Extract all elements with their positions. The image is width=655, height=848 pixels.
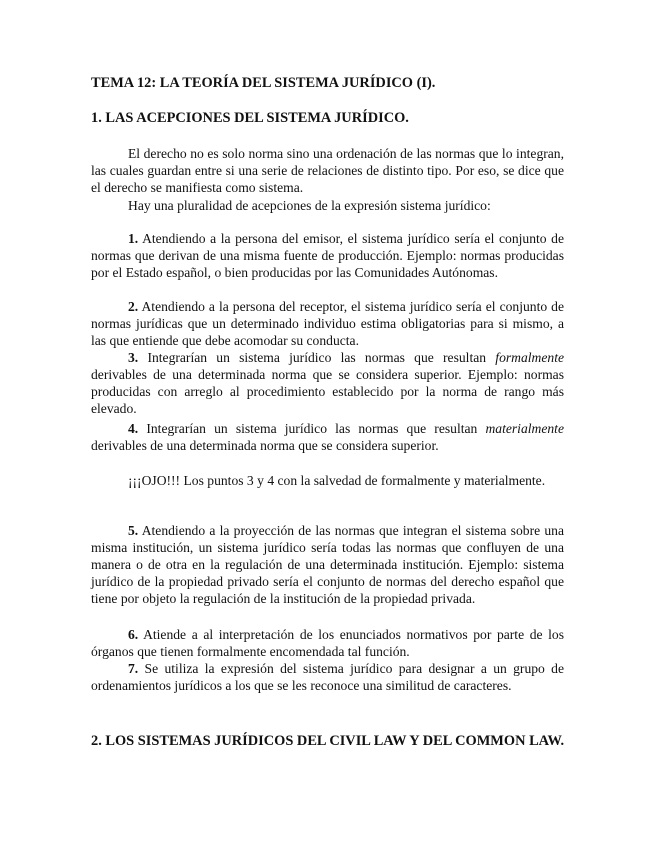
item-number: 1.: [128, 231, 139, 246]
item-text-continued: derivables de una determinada norma que se considera superior. Ejemplo: normas producidas con arreglo al procedimiento establecido por la norma de rango más elevado.: [91, 367, 564, 416]
item-emphasis: formalmente: [495, 350, 565, 365]
page-title: TEMA 12: LA TEORÍA DEL SISTEMA JURÍDICO (I).: [91, 75, 436, 91]
item-text: Se utiliza la expresión del sistema jurídico para designar a un grupo de ordenamientos jurídicos a los que se les reconoce una similitud de caracteres.: [91, 661, 564, 693]
item-number: 6.: [128, 627, 139, 642]
list-item-6: [91, 626, 564, 660]
note-paragraph: ¡¡¡OJO!!! Los puntos 3 y 4 con la salvedad de formalmente y materialmente.: [128, 473, 546, 488]
list-item-3: [91, 349, 564, 417]
item-emphasis: materialmente: [485, 421, 564, 436]
section-heading-2: 2. LOS SISTEMAS JURÍDICOS DEL CIVIL LAW Y DEL COMMON LAW.: [91, 733, 565, 749]
list-item-7: [91, 660, 564, 694]
section-heading-1: 1. LAS ACEPCIONES DEL SISTEMA JURÍDICO.: [91, 110, 409, 126]
item-number: 5.: [128, 523, 139, 538]
list-item-1: [91, 230, 564, 281]
item-text: Integrarían un sistema jurídico las normas que resultan: [147, 350, 487, 365]
item-text: Atendiendo a la persona del receptor, el sistema jurídico sería el conjunto de normas jurídicas que un determinado individuo estima obligatorias para si mismo, a las que entiende que debe acomodar su conducta.: [91, 299, 564, 348]
item-text-continued: derivables de una determinada norma que se considera superior.: [91, 438, 439, 453]
item-number: 4.: [128, 421, 139, 436]
list-item-4: [91, 420, 564, 454]
item-number: 3.: [128, 350, 139, 365]
list-item-5: [91, 522, 564, 607]
item-text: Integrarían un sistema jurídico las normas que resultan: [146, 421, 478, 436]
item-text: Atendiendo a la persona del emisor, el sistema jurídico sería el conjunto de normas que derivan de una misma fuente de producción. Ejemplo: normas producidas por el Estado español, o bien producidas por las Comunidades Autónomas.: [91, 231, 564, 280]
intro-paragraph-2: Hay una pluralidad de acepciones de la expresión sistema jurídico:: [128, 198, 491, 213]
intro-paragraph: El derecho no es solo norma sino una ordenación de las normas que lo integran, las cuales guardan entre si una serie de relaciones de distinto tipo. Por eso, se dice que el derecho se manifiesta como sistema.: [91, 146, 564, 195]
item-text: Atendiendo a la proyección de las normas que integran el sistema sobre una misma institución, un sistema jurídico sería todas las normas que confluyen de una manera o de otra en la regulación de una determinada institución. Ejemplo: sistema jurídico de la propiedad privado sería el conjunto de normas del derecho español que tiene por objeto la regulación de la institución de la propiedad privada.: [91, 523, 564, 606]
item-number: 2.: [128, 299, 139, 314]
item-number: 7.: [128, 661, 139, 676]
list-item-2: [91, 298, 564, 349]
item-text: Atiende a al interpretación de los enunciados normativos por parte de los órganos que tienen formalmente encomendada tal función.: [91, 627, 565, 659]
